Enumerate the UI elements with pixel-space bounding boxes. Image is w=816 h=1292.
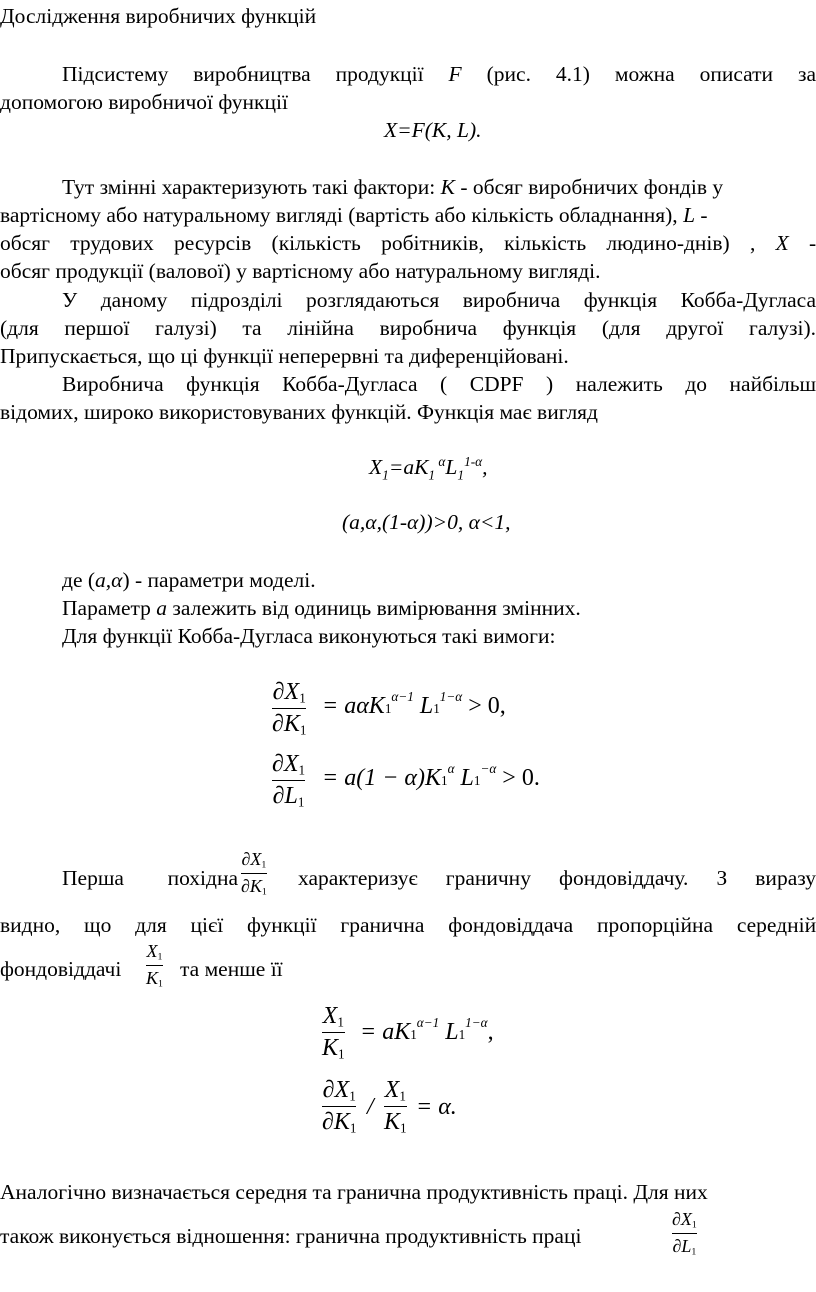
p5-line3-a: фондовіддачі (0, 957, 122, 981)
p2-line1: Тут змінні характеризують такі фактори: K - обсяг виробничих фондів у (62, 175, 724, 199)
requirements-line: Для функції Кобба-Дугласа виконуються такі вимоги: (62, 624, 556, 648)
formula-main: X=F(K, L). (384, 118, 482, 142)
p2-line3: обсяг трудових ресурсів (кількість робітників, кількість людино-днів) , X - (0, 231, 816, 255)
params-line: де (a,α) - параметри моделі. (62, 568, 316, 592)
eq4-slash: / (367, 1094, 374, 1120)
formula-conditions: (a,α,(1-α))>0, α<1, (342, 510, 511, 534)
formula-cobb-douglas: $X_1=aK_1$ $^\alpha L_1^{1-\alpha}$, (369, 454, 488, 483)
p2-line4: обсяг продукції (валової) у вартісному або натуральному вигляді. (0, 259, 601, 283)
p6-inline-fraction: ∂X1 ∂L1 (672, 1209, 697, 1258)
p4-line2: відомих, широко використовуваних функцій. Функція має вигляд (0, 400, 599, 424)
p3-line2: (для першої галузі) та лінійна виробнича функція (для другої галузі). (0, 316, 816, 340)
eq1-fraction: ∂X1 ∂K1 (272, 679, 307, 737)
p5-line2: видно, що для цієї функції гранична фондовіддача пропорційна середній (0, 913, 816, 937)
page-title: Дослідження виробничих функцій (0, 4, 317, 28)
p6-line1: Аналогічно визначається середня та гранична продуктивність праці. Для них (0, 1180, 708, 1204)
p4-line1: Виробнича функція Кобба-Дугласа ( CDPF ) належить до найбільш (62, 372, 816, 396)
p5-inline-fraction-2: X1 K1 (146, 941, 163, 990)
p1-line2: допомогою виробничої функції (0, 90, 288, 114)
eq1-rhs: = $a\alpha K1^{\alpha-1}$ $L1^{1-\alpha} > 0$, (322, 689, 506, 719)
p5-inline-fraction: ∂X1 ∂K1 (241, 849, 267, 898)
eq3-rhs: = $aK1^{\alpha-1}$ $L1^{1-\alpha}$, (360, 1015, 494, 1045)
p5-line1-b: характеризує граничну фондовіддачу. З виразу (298, 866, 816, 890)
p3-line3: Припускається, що ці функції неперервні та диференційовані. (0, 344, 569, 368)
eq3-fraction: X1 K1 (322, 1003, 345, 1061)
p5-line1-a: Перша похідна (62, 866, 238, 890)
eq2-fraction: ∂X1 ∂L1 (272, 751, 306, 809)
param-a-line: Параметр a залежить від одиниць вимірювання змінних. (62, 596, 581, 620)
p2-line2: вартісному або натуральному вигляді (вартість або кількість обладнання), L - (0, 203, 708, 227)
eq4-fraction-2: X1 K1 (384, 1077, 407, 1135)
p1-line1: Підсистему виробництва продукції F (рис. 4.1) можна описати за (62, 62, 816, 86)
eq4-fraction-1: ∂X1 ∂K1 (322, 1077, 357, 1135)
eq2-rhs: = $a(1 - \alpha)K1^\alpha$ $L1^{-\alpha} > 0$. (322, 761, 540, 791)
p3-line1: У даному підрозділі розглядаються виробнича функція Кобба-Дугласа (62, 288, 816, 312)
p6-line2: також виконується відношення: гранична продуктивність праці (0, 1224, 582, 1248)
eq4-rhs: = α. (416, 1094, 457, 1120)
p5-line3-b: та менше її (180, 957, 283, 981)
